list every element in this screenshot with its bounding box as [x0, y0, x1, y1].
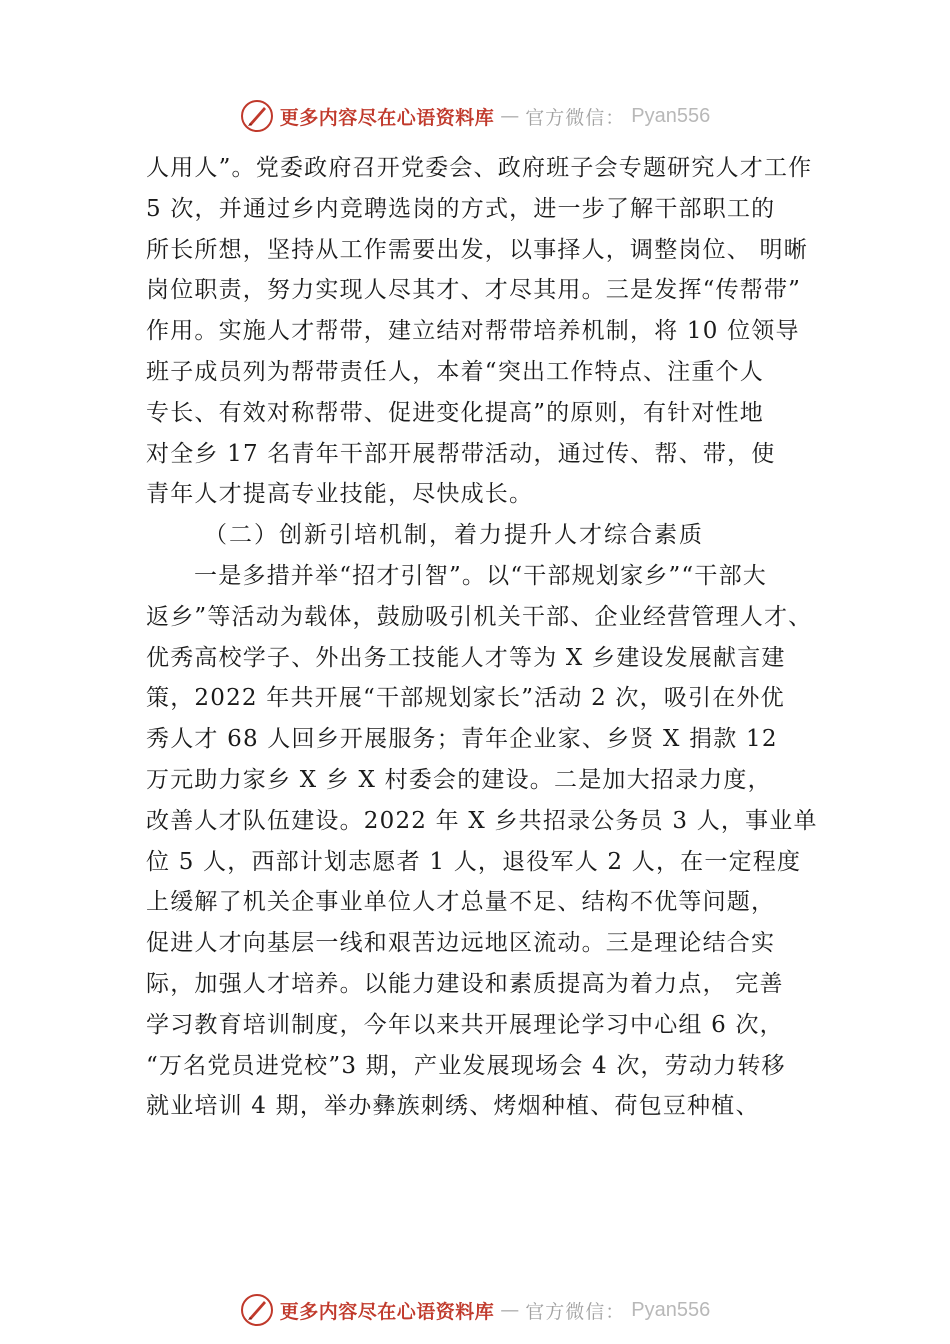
paragraph-line: 促进人才向基层一线和艰苦边远地区流动。三是理论结合实 — [146, 930, 776, 957]
paragraph-line: 秀人才 68 人回乡开展服务；青年企业家、乡贤 X 捐款 12 — [146, 726, 778, 753]
watermark-official-label: 官方微信： — [525, 106, 626, 129]
paragraph-line: 作用。实施人才帮带，建立结对帮带培养机制，将 10 位领导 — [146, 318, 800, 345]
header-watermark — [0, 96, 950, 136]
paragraph-line: 学习教育培训制度，今年以来共开展理论学习中心组 6 次， — [146, 1011, 784, 1038]
paragraph-line: 专长、有效对称帮带、促进变化提高”的原则，有针对性地 — [146, 399, 764, 426]
section-heading: （二）创新引培机制，着力提升人才综合素质 — [204, 522, 704, 549]
paragraph-line: 所长所想，坚持从工作需要出发，以事择人，调整岗位、 明晰 — [146, 236, 808, 263]
paragraph-line: 万元助力家乡 X 乡 X 村委会的建设。二是加大招录力度， — [146, 766, 772, 793]
paragraph-line: 返乡”等活动为载体，鼓励吸引机关干部、企业经营管理人才、 — [146, 603, 813, 630]
watermark-separator: — — [500, 1299, 520, 1321]
paragraph-line: 际，加强人才培养。以能力建设和素质提高为着力点， 完善 — [146, 970, 784, 997]
paragraph-line: 改善人才队伍建设。2022 年 X 乡共招录公务员 3 人，事业单 — [146, 807, 818, 834]
paragraph-line: 位 5 人，西部计划志愿者 1 人，退役军人 2 人，在一定程度 — [146, 848, 802, 875]
pen-quill-logo-icon — [240, 1293, 274, 1327]
paragraph-line: 上缓解了机关企事业单位人才总量不足、结构不优等问题， — [146, 889, 776, 916]
paragraph-line: 岗位职责，努力实现人尽其才、才尽其用。三是发挥“传帮带” — [146, 277, 802, 304]
paragraph-line: 人用人”。党委政府召开党委会、政府班子会专题研究人才工作 — [146, 155, 813, 181]
paragraph-first-line: 一是多措并举“招才引智”。以“干部规划家乡”“干部大 — [194, 562, 767, 589]
paragraph-line: 青年人才提高专业技能，尽快成长。 — [146, 481, 534, 508]
watermark-wechat-id: Pyan556 — [631, 104, 711, 127]
paragraph-line: 策，2022 年共开展“干部规划家长”活动 2 次，吸引在外优 — [146, 685, 785, 712]
watermark-wechat-id: Pyan556 — [631, 1298, 711, 1321]
paragraph-line: 就业培训 4 期，举办彝族刺绣、烤烟种植、荷包豆种植、 — [146, 1093, 760, 1120]
paragraph-line: 优秀高校学子、外出务工技能人才等为 X 乡建设发展献言建 — [146, 644, 786, 671]
paragraph-line: 对全乡 17 名青年干部开展帮带活动，通过传、帮、带，使 — [146, 440, 776, 467]
paragraph-line: 5 次，并通过乡内竞聘选岗的方式，进一步了解干部职工的 — [146, 195, 776, 222]
paragraph-line: “万名党员进党校”3 期，产业发展现场会 4 次，劳动力转移 — [146, 1052, 786, 1079]
watermark-brand: 更多内容尽在心语资料库 — [279, 106, 495, 129]
watermark-separator: — — [500, 105, 520, 127]
watermark-official-label: 官方微信： — [525, 1300, 626, 1323]
watermark-brand: 更多内容尽在心语资料库 — [279, 1300, 495, 1323]
footer-watermark — [0, 1290, 950, 1330]
paragraph-line: 班子成员列为帮带责任人，本着“突出工作特点、注重个人 — [146, 358, 764, 385]
pen-quill-logo-icon — [240, 99, 274, 133]
document-body — [146, 148, 826, 1127]
